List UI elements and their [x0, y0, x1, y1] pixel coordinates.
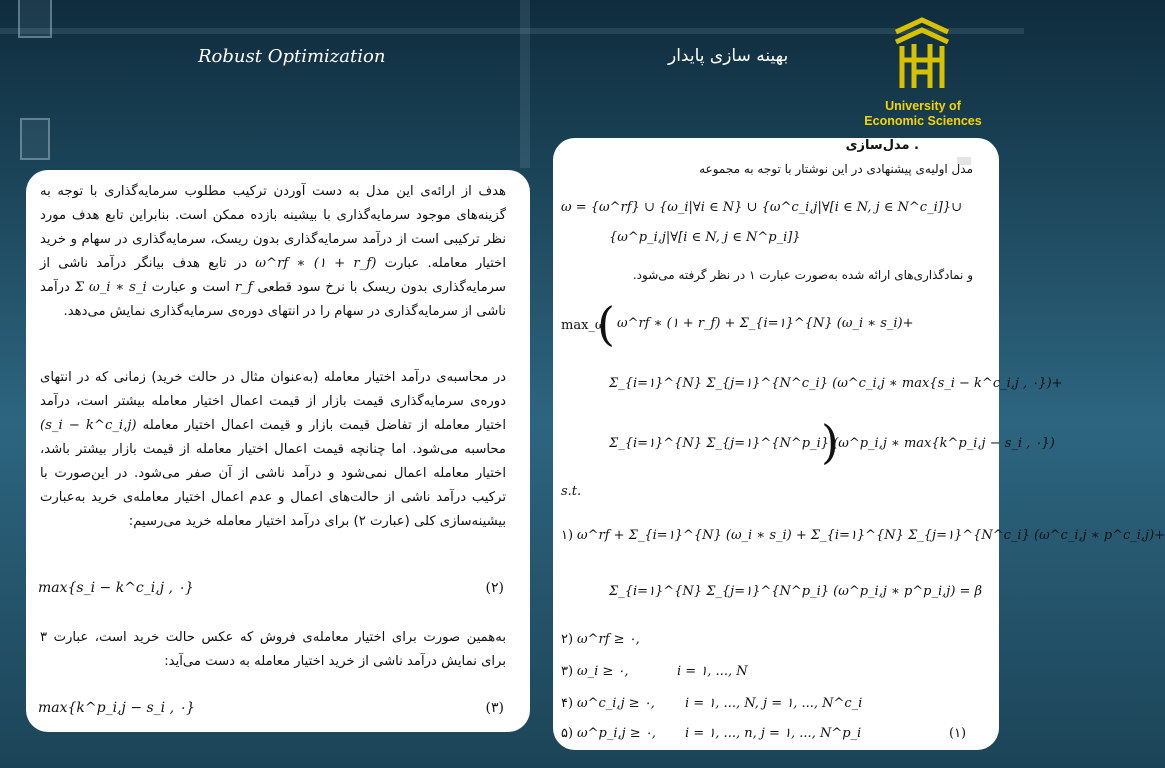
- objective-line1: ω^rf ∗ (۱ + r_f) + Σ_{i=۱}^{N} (ω_i ∗ s_i)+: [617, 316, 914, 331]
- paragraph-option-text-a: در محاسبه‌ی درآمد اختیار معامله (به‌عنوان مثال در حالت خرید) زمانی که در انتهای دوره‌ی سرمایه‌گذاری قیمت بازار از قیمت اعمال اختیار معامله بیشتر است، درآمد اختیار معامله از تفاضل قیمت بازار و قیمت اعمال اختیار معامله: [40, 370, 507, 433]
- left-content-panel: [26, 170, 530, 732]
- bg-decor-bar: [520, 0, 530, 168]
- notation-sentence: و نمادگذاری‌های ارائه شده به‌صورت عبارت ۱ در نظر گرفته می‌شود.: [632, 268, 973, 282]
- model-intro: مدل اولیه‌ی پیشنهادی در این نوشتار با توجه به مجموعه: [699, 162, 973, 176]
- paragraph-objective-text: هدف از ارائه‌ی این مدل به دست آوردن ترکیب مطلوب سرمایه‌گذاری با توجه به گزینه‌های موجود سرمایه‌گذاری با بیشینه بازده ممکن است. بنابراین تابع هدف مورد نظر ترکیبی است از درآمد سرمایه‌گذاری بدون ریسک، سرمایه‌گذاری در سهام و خرید اختیار معامله. عبارت: [40, 184, 506, 271]
- equation-3-number: (۳): [485, 700, 504, 716]
- expr-call-payoff: (s_i − k^c_i,j): [40, 418, 137, 433]
- objective-close-paren: ): [821, 415, 839, 469]
- expr-riskfree-income: ω^rf ∗ (۱ + r_f): [255, 256, 377, 271]
- constraint-4-index: i = ۱, ..., N, j = ۱, ..., N^c_i: [685, 696, 863, 711]
- set-definition-line2: {ω^p_i,j|∀[i ∈ N, j ∈ N^p_i]}: [609, 230, 801, 245]
- constraint-4-number: ۴): [561, 696, 574, 711]
- model-number: (۱): [949, 726, 967, 741]
- constraint-2-number: ۲): [561, 632, 574, 647]
- university-logo-icon: [888, 18, 956, 96]
- title-persian: بهینه سازی پایدار: [668, 46, 789, 66]
- constraint-5: ω^p_i,j ≥ ۰,: [577, 726, 656, 741]
- constraint-1-number: ۱): [561, 528, 574, 543]
- constraint-4: ω^c_i,j ≥ ۰,: [577, 696, 655, 711]
- constraint-3: ω_i ≥ ۰,: [577, 664, 629, 679]
- objective-line2: Σ_{i=۱}^{N} Σ_{j=۱}^{N^c_i} (ω^c_i,j ∗ max{s_i − k^c_i,j , ۰})+: [609, 376, 1063, 391]
- paragraph-put-text: به‌همین صورت برای اختیار معامله‌ی فروش که عکس حالت خرید است، عبارت ۳ برای نمایش درآمد ناشی از خرید اختیار معامله به دست می‌آید:: [40, 630, 506, 669]
- university-name-line1: University of: [885, 99, 961, 113]
- equation-2-expression: max{s_i − k^c_i,j , ۰}: [38, 580, 194, 596]
- subject-to-label: s.t.: [561, 484, 582, 499]
- constraint-5-index: i = ۱, ..., n, j = ۱, ..., N^p_i: [685, 726, 862, 741]
- bg-decor-square: [20, 118, 50, 160]
- constraint-1-continued: Σ_{i=۱}^{N} Σ_{j=۱}^{N^p_i} (ω^p_i,j ∗ p^p_i,j) = β: [609, 584, 983, 599]
- bg-decor-bar: [0, 28, 1024, 34]
- paragraph-objective: [40, 180, 506, 324]
- equation-2-number: (۲): [485, 580, 504, 596]
- constraint-3-index: i = ۱, ..., N: [677, 664, 748, 679]
- paragraph-option-text-b: محاسبه می‌شود. اما چنانچه قیمت اعمال اختیار معامله از قیمت بازار بیشتر باشد، اختیار معامله اعمال نمی‌شود و درآمد ناشی از آن صفر می‌شود. در این‌صورت با ترکیب درآمد ناشی از حالت‌های اعمال و عدم اعمال اختیار معامله‌ی خرید به‌عبارت بیشینه‌سازی کلی (عبارت ۲) برای درآمد اختیار معامله خرید می‌رسیم:: [40, 442, 506, 529]
- objective-line3: Σ_{i=۱}^{N} Σ_{j=۱}^{N^p_i} (ω^p_i,j ∗ max{k^p_i,j − s_i , ۰}): [609, 436, 1055, 451]
- paragraph-objective-text-c: است و عبارت: [151, 280, 231, 295]
- paragraph-objective-text-d: درآمد ناشی از سرمایه‌گذاری در سهام را در انتهای دوره‌ی سرمایه‌گذاری نمایش می‌دهد.: [40, 280, 506, 319]
- expr-rf: r_f: [234, 280, 253, 295]
- constraint-5-number: ۵): [561, 726, 574, 741]
- right-content-panel: [553, 138, 1165, 750]
- constraint-2: ω^rf ≥ ۰,: [577, 632, 640, 647]
- paragraph-option-income: [40, 366, 506, 534]
- set-definition-line1: ω = {ω^rf} ∪ {ω_i|∀i ∈ N} ∪ {ω^c_i,j|∀[i ∈ N, j ∈ N^c_i]}∪: [561, 200, 962, 215]
- objective-label: max_ω: [561, 318, 606, 333]
- objective-open-paren: (: [597, 297, 615, 351]
- equation-3-expression: max{k^p_i,j − s_i , ۰}: [38, 700, 195, 716]
- paragraph-put-option: [40, 626, 506, 674]
- constraint-3-number: ۳): [561, 664, 574, 679]
- university-name-line2: Economic Sciences: [864, 114, 982, 128]
- expr-stock-income: Σ ω_i ∗ s_i: [74, 280, 147, 295]
- section-heading: . مدل‌سازی: [845, 138, 919, 153]
- university-name: [850, 99, 996, 129]
- title-english: Robust Optimization: [198, 46, 386, 67]
- constraint-1: ω^rf + Σ_{i=۱}^{N} (ω_i ∗ s_i) + Σ_{i=۱}^{N} Σ_{j=۱}^{N^c_i} (ω^c_i,j ∗ p^c_i,j)+: [577, 528, 1165, 543]
- paragraph-objective-text-b: در تابع هدف بیانگر درآمد ناشی از سرمایه‌گذاری بدون ریسک با نرخ سود قطعی: [40, 256, 506, 295]
